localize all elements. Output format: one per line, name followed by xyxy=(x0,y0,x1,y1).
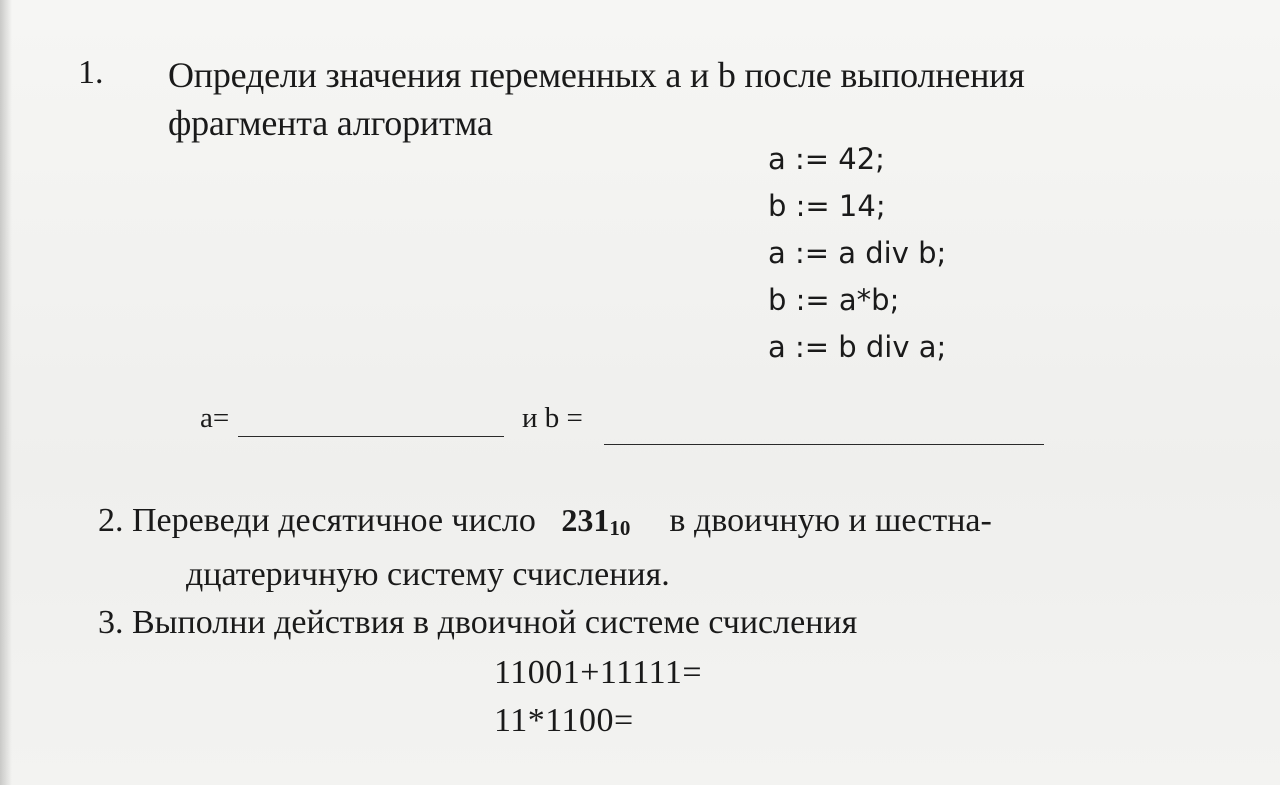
answer-b-blank-line xyxy=(604,444,1044,445)
algorithm-code-block xyxy=(768,136,946,371)
task1-question-line2: фрагмента алгоритма xyxy=(168,103,493,143)
task2-question-line2: дцатеричную систему счисления. xyxy=(186,556,670,593)
answer-a-label: a= xyxy=(200,402,230,434)
code-line: b := 14; xyxy=(768,189,886,223)
task2-decimal-number: 231 xyxy=(561,502,610,538)
task2-prefix: 2. Переведи десятичное число xyxy=(98,502,536,539)
code-line: b := a*b; xyxy=(768,283,900,317)
code-line: a := a div b; xyxy=(768,236,947,270)
task2-question-line1 xyxy=(98,502,992,541)
binary-expression: 11001+11111= xyxy=(494,654,703,691)
code-line: a := b div a; xyxy=(768,330,947,364)
page-edge-shadow xyxy=(0,0,12,785)
task2-suffix: в двоичную и шестна- xyxy=(669,502,992,539)
task2-base-subscript: 10 xyxy=(609,516,631,540)
answer-b-label: и b = xyxy=(522,402,583,434)
answer-a-blank-line xyxy=(238,436,504,437)
task3-question: 3. Выполни действия в двоичной системе счисления xyxy=(98,604,858,641)
binary-expression: 11*1100= xyxy=(494,702,634,739)
task1-question-line1: Определи значения переменных a и b после выполнения xyxy=(168,55,1025,95)
code-line: a := 42; xyxy=(768,142,885,176)
task1-number: 1. xyxy=(78,54,104,91)
